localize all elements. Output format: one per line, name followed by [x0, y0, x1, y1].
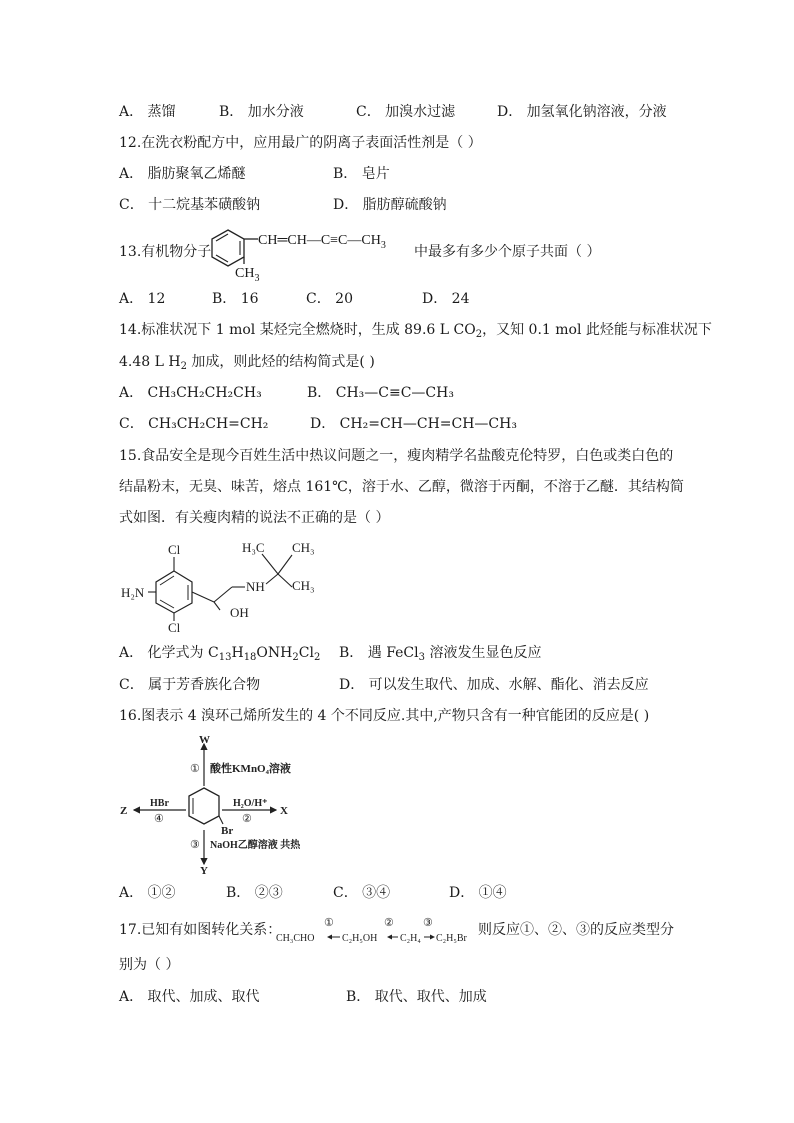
q13-option-a: A． 12 [119, 291, 166, 307]
q14-stem-line2: 4.48 L $H_2$ 加成，则此烃的结构简式是( ) [119, 354, 375, 372]
q13-option-b: B． 16 [212, 291, 259, 307]
q15-stem-line1: 15.食品安全是现今百姓生活中热议问题之一，瘦肉精学名盐酸克伦特罗，白色或类白色的 [119, 448, 674, 464]
q16-step2-number: ② [242, 813, 252, 825]
q13-stem-prefix: 13.有机物分子 [119, 244, 212, 260]
q16-option-a: A． ①② [119, 885, 176, 901]
q12-option-d: D． 脂肪醇硫酸钠 [333, 197, 447, 213]
q16-option-d: D． ①④ [449, 885, 507, 901]
q13-methyl-sub: 3 [254, 273, 260, 282]
q11-option-a: A． 蒸馏 [119, 104, 176, 120]
q17-stem-suffix: 则反应①、②、③的反应类型分 [478, 922, 674, 938]
q16-step3-reagent: NaOH乙醇溶液 共热 [210, 840, 301, 851]
q16-option-c: C． ③④ [333, 885, 391, 901]
q15-label-nh: NH [246, 579, 265, 594]
q15-structure [118, 535, 328, 637]
q16-product-w: W [199, 734, 210, 746]
q15-label-ch3-bottom: CH₃ [292, 578, 315, 593]
q17-c2h5oh: C₂H₅OH [342, 933, 378, 944]
q16-label-br: Br [221, 825, 234, 837]
q15-label-cl-top: Cl [168, 542, 181, 557]
q14-option-b: B． CH₃—C≡C—CH₃ [307, 385, 454, 401]
q16-product-z: Z [120, 805, 128, 817]
q14-stem-line1: 14.标准状况下 1 mol 某烃完全燃烧时，生成 89.6 L $CO_2$，又知 0.1 mol 此烃能与标准状况下 [119, 322, 712, 340]
q15-label-ch3-top: CH₃ [292, 540, 315, 555]
q14-option-c: C． CH₃CH₂CH=CH₂ [119, 416, 269, 432]
q11-option-c: C． 加溴水过滤 [356, 104, 456, 120]
q14-option-d: D． CH₂=CH—CH=CH—CH₃ [310, 416, 517, 432]
q13-chain-sub: 3 [380, 240, 386, 251]
svg-text:CH3 [235, 266, 259, 282]
q12-option-a: A． 脂肪聚氧乙烯醚 [119, 166, 246, 182]
q16-step3-number: ③ [190, 839, 200, 851]
q17-step2-number: ② [384, 917, 394, 929]
q15-label-h2n: H₂N [121, 585, 145, 600]
q15-label-cl-bottom: Cl [168, 620, 181, 635]
q11-option-b: B． 加水分液 [219, 104, 304, 120]
q13-chain: CH═CH—C≡C—CH [258, 233, 381, 248]
q15-option-a: A． 化学式为 $C_{13}H_{18}ONH_2Cl_2$ [119, 645, 321, 663]
q16-step2-reagent: H₂O/H⁺ [233, 798, 268, 809]
q16-product-y: Y [200, 865, 208, 874]
q16-step1-number: ① [190, 763, 200, 775]
q16-product-x: X [280, 805, 288, 817]
q13-stem-suffix: 中最多有多少个原子共面（ ） [414, 244, 601, 260]
q14-option-a: A． CH₃CH₂CH₂CH₃ [119, 385, 262, 401]
q17-option-b: B． 取代、取代、加成 [346, 989, 487, 1005]
q13-option-d: D． 24 [422, 291, 470, 307]
q16-step4-reagent: HBr [150, 798, 169, 809]
q16-option-b: B． ②③ [226, 885, 283, 901]
q13-option-c: C． 20 [306, 291, 353, 307]
q17-c2h5br: C₂H₅Br [436, 933, 467, 944]
q11-option-d: D． 加氢氧化钠溶液，分液 [497, 104, 667, 120]
q15-label-h3c: H₃C [242, 540, 265, 555]
q17-stem-line2: 别为（ ） [119, 957, 180, 973]
q17-conversion-scheme [274, 913, 476, 947]
q15-option-b: B． 遇 FeCl$_3$ 溶液发生显色反应 [339, 645, 542, 663]
q17-step1-number: ① [324, 917, 334, 929]
q17-ch3cho: CH₃CHO [276, 933, 315, 944]
q17-c2h4: C₂H₄ [400, 933, 421, 944]
q17-stem-prefix: 17.已知有如图转化关系： [119, 922, 282, 938]
q13-structure [206, 222, 416, 282]
q17-step3-number: ③ [423, 917, 433, 929]
q13-methyl: CH [235, 266, 255, 281]
q16-stem: 16.图表示 4 溴环己烯所发生的 4 个不同反应.其中,产物只含有一种官能团的反应是( ) [119, 708, 650, 724]
q15-option-c: C． 属于芳香族化合物 [119, 677, 261, 693]
q15-stem-line3: 式如图．有关瘦肉精的说法不正确的是（ ） [119, 510, 390, 526]
q12-stem: 12.在洗衣粉配方中，应用最广的阴离子表面活性剂是（ ） [119, 135, 482, 151]
q16-step1-reagent: 酸性KMnO₄溶液 [210, 763, 291, 775]
q17-option-a: A． 取代、加成、取代 [119, 989, 260, 1005]
q15-stem-line2: 结晶粉末，无臭、味苦，熔点 161℃，溶于水、乙醇，微溶于丙酮，不溶于乙醚．其结构简 [119, 479, 684, 495]
q16-reaction-diagram [118, 732, 318, 874]
q12-option-c: C． 十二烷基苯磺酸钠 [119, 197, 261, 213]
q16-step4-number: ④ [154, 813, 164, 825]
q15-option-d: D． 可以发生取代、加成、水解、酯化、消去反应 [339, 677, 649, 693]
q15-label-oh: OH [230, 605, 249, 620]
svg-text:CH═CH—C≡C—CH3 [258, 233, 386, 251]
q12-option-b: B． 皂片 [333, 166, 390, 182]
